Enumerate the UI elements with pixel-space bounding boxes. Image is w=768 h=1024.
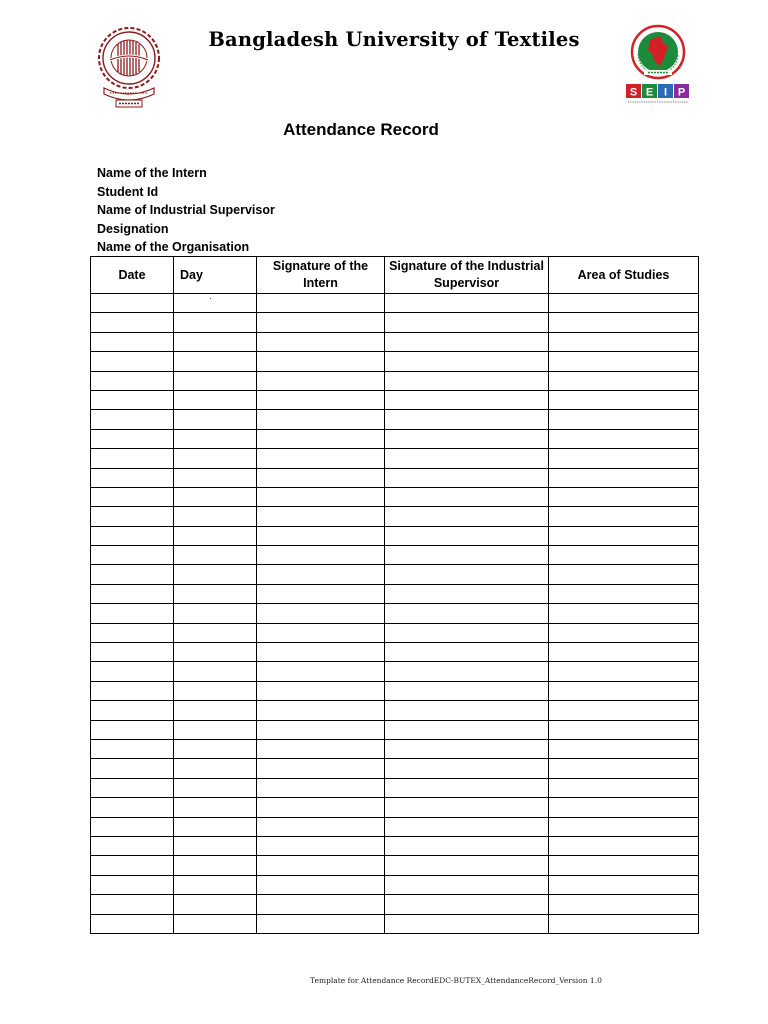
table-row <box>91 468 699 487</box>
area-cell[interactable] <box>549 429 699 448</box>
area-cell[interactable] <box>549 604 699 623</box>
date-cell[interactable] <box>91 507 174 526</box>
signature-supervisor-cell[interactable] <box>385 332 549 351</box>
signature-supervisor-cell[interactable] <box>385 914 549 933</box>
day-cell[interactable] <box>174 313 257 332</box>
day-cell[interactable] <box>174 565 257 584</box>
area-cell[interactable] <box>549 895 699 914</box>
area-cell[interactable] <box>549 313 699 332</box>
date-cell[interactable] <box>91 371 174 390</box>
signature-intern-cell[interactable] <box>257 701 385 720</box>
table-row <box>91 856 699 875</box>
day-cell[interactable] <box>174 895 257 914</box>
day-cell[interactable] <box>174 662 257 681</box>
date-cell[interactable] <box>91 449 174 468</box>
signature-intern-cell[interactable] <box>257 643 385 662</box>
signature-supervisor-cell[interactable] <box>385 449 549 468</box>
date-cell[interactable] <box>91 856 174 875</box>
table-row <box>91 332 699 351</box>
area-cell[interactable] <box>549 643 699 662</box>
day-cell[interactable] <box>174 449 257 468</box>
table-row <box>91 371 699 390</box>
date-cell[interactable] <box>91 294 174 313</box>
footer-note: Template for Attendance RecordEDC-BUTEX_AttendanceRecord_Version 1.0 <box>310 976 602 985</box>
table-row <box>91 429 699 448</box>
signature-supervisor-cell[interactable] <box>385 778 549 797</box>
signature-supervisor-cell[interactable] <box>385 390 549 409</box>
signature-supervisor-cell[interactable] <box>385 662 549 681</box>
signature-supervisor-cell[interactable] <box>385 526 549 545</box>
day-cell[interactable] <box>174 526 257 545</box>
seip-logo <box>624 24 692 106</box>
signature-intern-cell[interactable] <box>257 875 385 894</box>
day-cell[interactable] <box>174 875 257 894</box>
area-cell[interactable] <box>549 681 699 700</box>
date-cell[interactable] <box>91 352 174 371</box>
signature-intern-cell[interactable] <box>257 662 385 681</box>
date-cell[interactable] <box>91 778 174 797</box>
area-cell[interactable] <box>549 875 699 894</box>
stray-mark <box>210 298 211 299</box>
signature-intern-cell[interactable] <box>257 294 385 313</box>
attendance-body <box>91 294 699 934</box>
table-row <box>91 817 699 836</box>
date-cell[interactable] <box>91 720 174 739</box>
signature-intern-cell[interactable] <box>257 798 385 817</box>
day-cell[interactable] <box>174 720 257 739</box>
table-row <box>91 739 699 758</box>
signature-intern-cell[interactable] <box>257 895 385 914</box>
area-cell[interactable] <box>549 565 699 584</box>
signature-intern-cell[interactable] <box>257 914 385 933</box>
attendance-table <box>90 256 699 934</box>
area-cell[interactable] <box>549 701 699 720</box>
document-title: Attendance Record <box>283 120 439 139</box>
area-cell[interactable] <box>549 914 699 933</box>
date-cell[interactable] <box>91 836 174 855</box>
area-cell[interactable] <box>549 507 699 526</box>
table-row <box>91 565 699 584</box>
day-cell[interactable] <box>174 856 257 875</box>
area-cell[interactable] <box>549 817 699 836</box>
date-cell[interactable] <box>91 526 174 545</box>
table-row <box>91 836 699 855</box>
signature-supervisor-cell[interactable] <box>385 759 549 778</box>
table-row <box>91 449 699 468</box>
signature-intern-cell[interactable] <box>257 313 385 332</box>
table-row <box>91 584 699 603</box>
area-cell[interactable] <box>549 720 699 739</box>
day-cell[interactable] <box>174 429 257 448</box>
table-row <box>91 623 699 642</box>
area-cell[interactable] <box>549 739 699 758</box>
date-cell[interactable] <box>91 546 174 565</box>
day-cell[interactable] <box>174 390 257 409</box>
field-designation: Designation <box>97 221 169 236</box>
signature-supervisor-cell[interactable] <box>385 429 549 448</box>
signature-supervisor-cell[interactable] <box>385 352 549 371</box>
signature-intern-cell[interactable] <box>257 604 385 623</box>
date-cell[interactable] <box>91 410 174 429</box>
field-industrial-supervisor: Name of Industrial Supervisor <box>97 203 275 218</box>
signature-intern-cell[interactable] <box>257 623 385 642</box>
table-row <box>91 759 699 778</box>
signature-supervisor-cell[interactable] <box>385 294 549 313</box>
area-cell[interactable] <box>549 352 699 371</box>
day-cell[interactable] <box>174 681 257 700</box>
area-cell[interactable] <box>549 468 699 487</box>
table-row <box>91 487 699 506</box>
table-row <box>91 720 699 739</box>
day-cell[interactable] <box>174 739 257 758</box>
area-cell[interactable] <box>549 546 699 565</box>
area-cell[interactable] <box>549 371 699 390</box>
date-cell[interactable] <box>91 739 174 758</box>
area-cell[interactable] <box>549 487 699 506</box>
date-cell[interactable] <box>91 681 174 700</box>
table-row <box>91 701 699 720</box>
signature-intern-cell[interactable] <box>257 487 385 506</box>
day-cell[interactable] <box>174 604 257 623</box>
table-row <box>91 681 699 700</box>
day-cell[interactable] <box>174 507 257 526</box>
signature-supervisor-cell[interactable] <box>385 313 549 332</box>
date-cell[interactable] <box>91 565 174 584</box>
signature-intern-cell[interactable] <box>257 856 385 875</box>
signature-intern-cell[interactable] <box>257 739 385 758</box>
table-row <box>91 604 699 623</box>
signature-intern-cell[interactable] <box>257 565 385 584</box>
day-cell[interactable] <box>174 701 257 720</box>
day-cell[interactable] <box>174 914 257 933</box>
date-cell[interactable] <box>91 662 174 681</box>
date-cell[interactable] <box>91 487 174 506</box>
table-row <box>91 778 699 797</box>
signature-supervisor-cell[interactable] <box>385 643 549 662</box>
table-row <box>91 875 699 894</box>
date-cell[interactable] <box>91 798 174 817</box>
signature-intern-cell[interactable] <box>257 546 385 565</box>
signature-supervisor-cell[interactable] <box>385 468 549 487</box>
date-cell[interactable] <box>91 895 174 914</box>
area-cell[interactable] <box>549 798 699 817</box>
signature-intern-cell[interactable] <box>257 371 385 390</box>
day-cell[interactable] <box>174 623 257 642</box>
field-student-id: Student Id <box>97 184 159 199</box>
field-intern-name: Name of the Intern <box>97 166 207 180</box>
header-area-of-studies: Area of Studies <box>549 257 699 294</box>
signature-intern-cell[interactable] <box>257 526 385 545</box>
signature-intern-cell[interactable] <box>257 332 385 351</box>
signature-intern-cell[interactable] <box>257 410 385 429</box>
svg-text:E: E <box>645 86 654 99</box>
header-day: Day <box>174 257 257 294</box>
area-cell[interactable] <box>549 778 699 797</box>
signature-supervisor-cell[interactable] <box>385 798 549 817</box>
date-cell[interactable] <box>91 914 174 933</box>
header-signature-intern: Signature of the Intern <box>257 257 385 294</box>
date-cell[interactable] <box>91 468 174 487</box>
area-cell[interactable] <box>549 856 699 875</box>
area-cell[interactable] <box>549 662 699 681</box>
table-row <box>91 914 699 933</box>
signature-intern-cell[interactable] <box>257 507 385 526</box>
signature-intern-cell[interactable] <box>257 352 385 371</box>
signature-intern-cell[interactable] <box>257 429 385 448</box>
table-row <box>91 895 699 914</box>
table-row <box>91 546 699 565</box>
day-cell[interactable] <box>174 352 257 371</box>
table-row <box>91 313 699 332</box>
day-cell[interactable] <box>174 836 257 855</box>
day-cell[interactable] <box>174 371 257 390</box>
area-cell[interactable] <box>549 332 699 351</box>
table-row <box>91 798 699 817</box>
area-cell[interactable] <box>549 526 699 545</box>
date-cell[interactable] <box>91 623 174 642</box>
date-cell[interactable] <box>91 875 174 894</box>
field-organisation: Name of the Organisation <box>97 240 250 255</box>
day-cell[interactable] <box>174 643 257 662</box>
signature-supervisor-cell[interactable] <box>385 739 549 758</box>
table-row <box>91 410 699 429</box>
header-date: Date <box>91 257 174 294</box>
signature-intern-cell[interactable] <box>257 681 385 700</box>
area-cell[interactable] <box>549 759 699 778</box>
date-cell[interactable] <box>91 390 174 409</box>
table-row <box>91 662 699 681</box>
date-cell[interactable] <box>91 701 174 720</box>
signature-intern-cell[interactable] <box>257 468 385 487</box>
signature-intern-cell[interactable] <box>257 584 385 603</box>
signature-supervisor-cell[interactable] <box>385 836 549 855</box>
signature-supervisor-cell[interactable] <box>385 604 549 623</box>
date-cell[interactable] <box>91 332 174 351</box>
signature-intern-cell[interactable] <box>257 817 385 836</box>
header-signature-supervisor: Signature of the Industrial Supervisor <box>385 257 549 294</box>
signature-intern-cell[interactable] <box>257 449 385 468</box>
signature-supervisor-cell[interactable] <box>385 371 549 390</box>
signature-supervisor-cell[interactable] <box>385 584 549 603</box>
table-row <box>91 294 699 313</box>
area-cell[interactable] <box>549 449 699 468</box>
table-row <box>91 390 699 409</box>
signature-supervisor-cell[interactable] <box>385 817 549 836</box>
table-row <box>91 352 699 371</box>
signature-intern-cell[interactable] <box>257 836 385 855</box>
signature-intern-cell[interactable] <box>257 778 385 797</box>
svg-text:S: S <box>629 86 638 99</box>
table-row <box>91 643 699 662</box>
day-cell[interactable] <box>174 584 257 603</box>
signature-supervisor-cell[interactable] <box>385 507 549 526</box>
signature-supervisor-cell[interactable] <box>385 565 549 584</box>
date-cell[interactable] <box>91 817 174 836</box>
signature-supervisor-cell[interactable] <box>385 720 549 739</box>
day-cell[interactable] <box>174 798 257 817</box>
signature-supervisor-cell[interactable] <box>385 895 549 914</box>
day-cell[interactable] <box>174 778 257 797</box>
area-cell[interactable] <box>549 390 699 409</box>
day-cell[interactable] <box>174 817 257 836</box>
signature-supervisor-cell[interactable] <box>385 546 549 565</box>
day-cell[interactable] <box>174 468 257 487</box>
signature-supervisor-cell[interactable] <box>385 681 549 700</box>
day-cell[interactable] <box>174 332 257 351</box>
signature-intern-cell[interactable] <box>257 390 385 409</box>
signature-supervisor-cell[interactable] <box>385 856 549 875</box>
area-cell[interactable] <box>549 294 699 313</box>
table-header-row <box>91 257 699 294</box>
signature-supervisor-cell[interactable] <box>385 701 549 720</box>
table-row <box>91 526 699 545</box>
area-cell[interactable] <box>549 836 699 855</box>
date-cell[interactable] <box>91 759 174 778</box>
day-cell[interactable] <box>174 759 257 778</box>
table-row <box>91 507 699 526</box>
date-cell[interactable] <box>91 429 174 448</box>
date-cell[interactable] <box>91 643 174 662</box>
day-cell[interactable] <box>174 546 257 565</box>
date-cell[interactable] <box>91 584 174 603</box>
signature-supervisor-cell[interactable] <box>385 410 549 429</box>
university-title: Bangladesh University of Textiles <box>208 28 580 51</box>
intern-info-fields <box>97 164 275 257</box>
date-cell[interactable] <box>91 313 174 332</box>
svg-text:P: P <box>677 86 686 99</box>
date-cell[interactable] <box>91 604 174 623</box>
area-cell[interactable] <box>549 410 699 429</box>
signature-supervisor-cell[interactable] <box>385 487 549 506</box>
day-cell[interactable] <box>174 294 257 313</box>
day-cell[interactable] <box>174 410 257 429</box>
area-cell[interactable] <box>549 584 699 603</box>
signature-intern-cell[interactable] <box>257 759 385 778</box>
signature-supervisor-cell[interactable] <box>385 875 549 894</box>
svg-text:I: I <box>663 86 668 99</box>
signature-intern-cell[interactable] <box>257 720 385 739</box>
day-cell[interactable] <box>174 487 257 506</box>
area-cell[interactable] <box>549 623 699 642</box>
signature-supervisor-cell[interactable] <box>385 623 549 642</box>
